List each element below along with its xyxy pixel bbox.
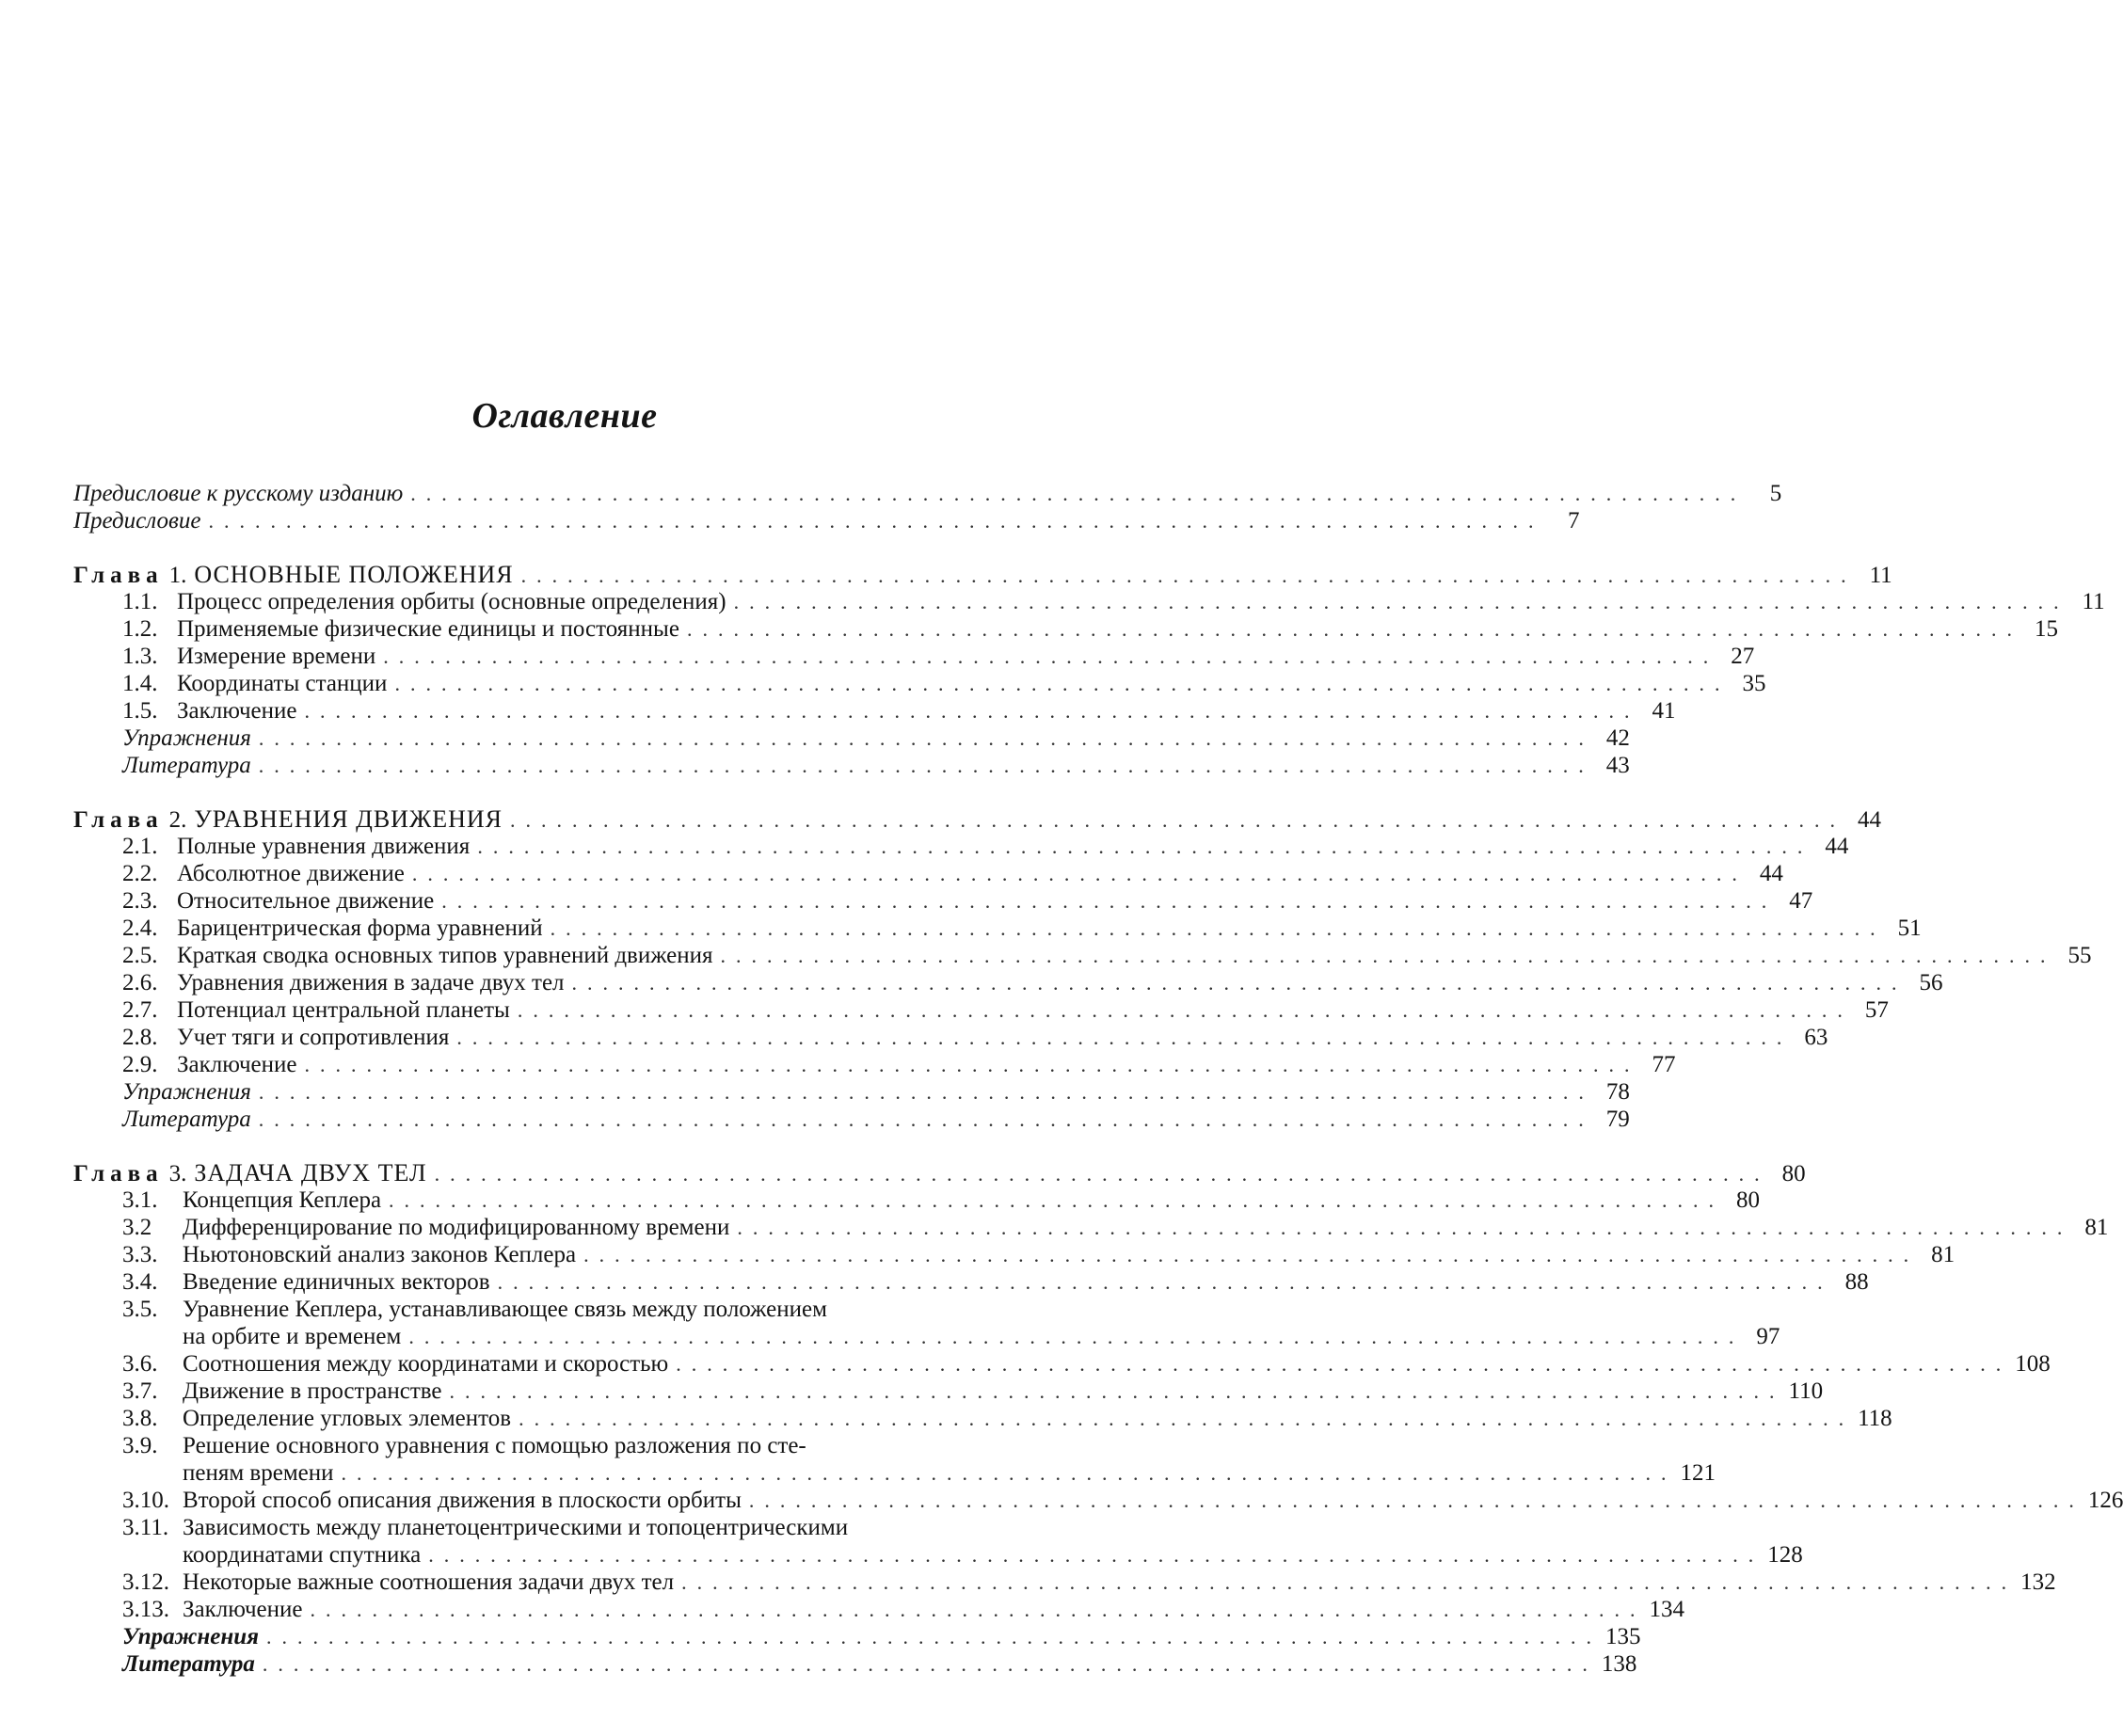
- dot-leader: ......................................................................................: [733, 590, 2069, 613]
- toc-section[interactable]: [73, 1241, 1955, 1268]
- section-number: 1.5.: [122, 698, 158, 724]
- toc-page-number: 78: [1605, 1079, 1630, 1105]
- toc-page-number: 56: [1919, 970, 1943, 995]
- section-label: Определение угловых элементов: [183, 1406, 512, 1431]
- chapter-number: 3.: [168, 1161, 187, 1187]
- section-label: Барицентрическая форма уравнений: [177, 916, 543, 941]
- toc-page-number: 108: [2015, 1351, 2051, 1377]
- toc-section[interactable]: [73, 833, 1849, 860]
- dot-leader: ......................................................................................: [720, 944, 2056, 967]
- section-number: 2.7.: [122, 997, 158, 1023]
- dot-leader: ......................................................................................: [520, 564, 1857, 587]
- dot-leader: ......................................................................................: [310, 1598, 1646, 1621]
- dot-leader: ......................................................................................: [583, 1243, 1920, 1266]
- dot-leader: ......................................................................................: [304, 1053, 1640, 1076]
- chapter-title: ЗАДАЧА ДВУХ ТЕЛ: [194, 1159, 427, 1187]
- toc-entry-preface-russian[interactable]: [73, 480, 1782, 507]
- section-label: Абсолютное движение: [177, 861, 405, 886]
- dot-leader: ......................................................................................: [428, 1543, 1764, 1567]
- literature-label: Литература: [122, 1651, 255, 1677]
- chapter-number: 1.: [168, 563, 187, 588]
- dot-leader: ......................................................................................: [550, 916, 1886, 940]
- dot-leader: ......................................................................................: [410, 482, 1747, 505]
- toc-section[interactable]: [73, 670, 1766, 697]
- toc-page-number: 43: [1605, 753, 1630, 778]
- toc-section[interactable]: [73, 887, 1813, 915]
- section-number: 2.1.: [122, 834, 158, 859]
- dot-leader: ......................................................................................: [676, 1352, 2012, 1376]
- section-label: Измерение времени: [177, 644, 376, 669]
- section-label-continued: координатами спутника: [183, 1542, 422, 1568]
- toc-entry-label: Предисловие: [73, 508, 201, 534]
- section-label: Уравнения движения в задаче двух тел: [177, 970, 565, 995]
- toc-page-number: 134: [1649, 1597, 1684, 1622]
- section-label: Некоторые важные соотношения задачи двух тел: [183, 1569, 675, 1595]
- section-number: 1.2.: [122, 616, 158, 642]
- toc-page-number: 44: [1825, 834, 1849, 859]
- chapter-word: Глава: [73, 563, 164, 588]
- section-label: Ньютоновский анализ законов Кеплера: [183, 1242, 577, 1267]
- toc-exercises[interactable]: [73, 1623, 1641, 1650]
- toc-section[interactable]: [73, 1024, 1828, 1051]
- dot-leader: ......................................................................................: [441, 889, 1778, 913]
- toc-chapter-3[interactable]: [73, 1159, 1806, 1187]
- dot-leader: ......................................................................................: [408, 1325, 1745, 1348]
- section-label: Потенциал центральной планеты: [177, 997, 510, 1023]
- toc-section[interactable]: [73, 1487, 2123, 1514]
- section-label: Второй способ описания движения в плоскости орбиты: [183, 1488, 742, 1513]
- dot-leader: ......................................................................................: [394, 672, 1731, 695]
- toc-exercises[interactable]: [73, 1078, 1630, 1106]
- toc-page-number: 35: [1742, 671, 1766, 696]
- section-label: Учет тяги и сопротивления: [177, 1025, 450, 1050]
- toc-page-number: 79: [1605, 1107, 1630, 1132]
- toc-section[interactable]: [73, 1214, 2109, 1241]
- toc-page-number: 81: [1931, 1242, 1955, 1267]
- exercises-label: Упражнения: [122, 1624, 260, 1649]
- chapter-word: Глава: [73, 1161, 164, 1187]
- section-label: Заключение: [183, 1597, 303, 1622]
- toc-section[interactable]: [73, 1432, 1716, 1487]
- dot-leader: ......................................................................................: [497, 1270, 1833, 1294]
- section-number: 2.3.: [122, 888, 158, 914]
- section-label: Заключение: [177, 698, 297, 724]
- chapter-title: ОСНОВНЫЕ ПОЛОЖЕНИЯ: [194, 561, 514, 588]
- toc-section[interactable]: [73, 969, 1943, 996]
- toc-literature[interactable]: [73, 1650, 1637, 1678]
- toc-page-number: 5: [1769, 481, 1782, 506]
- dot-leader: ......................................................................................: [266, 1625, 1603, 1648]
- dot-leader: ......................................................................................: [510, 808, 1846, 832]
- toc-page-number: 57: [1864, 997, 1889, 1023]
- dot-leader: ......................................................................................: [434, 1162, 1770, 1186]
- dot-leader: ......................................................................................: [258, 726, 1594, 750]
- section-number: 2.9.: [122, 1052, 158, 1077]
- section-label: Применяемые физические единицы и постоянные: [177, 616, 679, 642]
- chapter-number: 2.: [168, 807, 187, 833]
- toc-section[interactable]: [73, 615, 2058, 643]
- dot-leader: ......................................................................................: [456, 1026, 1793, 1049]
- toc-page-number: 15: [2034, 616, 2058, 642]
- section-label: Решение основного уравнения с помощью разложения по сте-: [183, 1433, 806, 1458]
- dot-leader: ......................................................................................: [686, 617, 2022, 641]
- table-of-contents: [73, 480, 2123, 1678]
- section-number: 3.9.: [122, 1433, 158, 1458]
- toc-chapter-1[interactable]: [73, 561, 1892, 588]
- chapter-heading: [73, 805, 503, 834]
- section-number: 3.12.: [122, 1569, 169, 1595]
- toc-section[interactable]: [73, 588, 2105, 615]
- toc-section[interactable]: [73, 1378, 1824, 1405]
- toc-section[interactable]: [73, 942, 2092, 969]
- toc-section[interactable]: [73, 1569, 2056, 1596]
- section-number: 3.10.: [122, 1488, 169, 1513]
- section-label: Дифференцирование по модифицированному времени: [183, 1215, 730, 1240]
- dot-leader: ......................................................................................: [519, 1407, 1855, 1430]
- section-number: 3.8.: [122, 1406, 158, 1431]
- toc-entry-preface[interactable]: [73, 507, 1580, 534]
- section-number: 3.4.: [122, 1269, 158, 1295]
- toc-page-number: 80: [1736, 1187, 1761, 1213]
- dot-leader: ......................................................................................: [517, 998, 1853, 1022]
- section-number: 1.3.: [122, 644, 158, 669]
- toc-page-number: 80: [1781, 1161, 1806, 1187]
- chapter-word: Глава: [73, 807, 164, 833]
- section-number: 2.5.: [122, 943, 158, 968]
- toc-page-number: 110: [1788, 1378, 1824, 1404]
- section-number: 3.3.: [122, 1242, 158, 1267]
- toc-section[interactable]: [73, 697, 1676, 725]
- dot-leader: ......................................................................................: [258, 754, 1594, 777]
- toc-section[interactable]: [73, 1405, 1892, 1432]
- toc-page-number: 44: [1759, 861, 1783, 886]
- section-label: Полные уравнения движения: [177, 834, 471, 859]
- section-number: 2.8.: [122, 1025, 158, 1050]
- toc-page-number: 7: [1567, 508, 1580, 534]
- toc-section[interactable]: [73, 915, 1922, 942]
- toc-page-number: 135: [1605, 1624, 1641, 1649]
- dot-leader: ......................................................................................: [681, 1570, 2018, 1594]
- toc-chapter-2[interactable]: [73, 805, 1882, 833]
- dot-leader: ......................................................................................: [571, 971, 1908, 995]
- section-number: 3.5.: [122, 1297, 158, 1322]
- literature-label: Литература: [122, 753, 251, 778]
- toc-section[interactable]: [73, 643, 1755, 670]
- toc-section[interactable]: [73, 1514, 1803, 1569]
- section-number: 2.4.: [122, 916, 158, 941]
- dot-leader: ......................................................................................: [304, 699, 1640, 723]
- dot-leader: ......................................................................................: [477, 835, 1813, 858]
- toc-page-number: 51: [1897, 916, 1922, 941]
- chapter-heading: [73, 561, 514, 589]
- toc-section[interactable]: [73, 1268, 1869, 1296]
- chapter-title: УРАВНЕНИЯ ДВИЖЕНИЯ: [194, 805, 503, 833]
- section-label: Соотношения между координатами и скоростью: [183, 1351, 669, 1377]
- dot-leader: ......................................................................................: [341, 1461, 1677, 1485]
- toc-page-number: 81: [2084, 1215, 2109, 1240]
- toc-page-number: 132: [2020, 1569, 2056, 1595]
- toc-page-number: 47: [1789, 888, 1813, 914]
- toc-literature[interactable]: [73, 1106, 1630, 1133]
- toc-section[interactable]: [73, 1596, 1684, 1623]
- section-label: Относительное движение: [177, 888, 435, 914]
- section-label: Координаты станции: [177, 671, 388, 696]
- toc-page-number: 11: [1869, 563, 1892, 588]
- section-number: 3.2: [122, 1215, 152, 1240]
- section-number: 3.1.: [122, 1187, 158, 1213]
- section-label: Введение единичных векторов: [183, 1269, 490, 1295]
- section-label: Концепция Кеплера: [183, 1187, 382, 1213]
- section-label: Зависимость между планетоцентрическими и топоцентрическими: [183, 1515, 849, 1540]
- toc-page-number: 42: [1605, 725, 1630, 751]
- dot-leader: ......................................................................................: [389, 1188, 1725, 1212]
- section-number: 3.7.: [122, 1378, 158, 1404]
- toc-entry-label: Предисловие к русскому изданию: [73, 481, 404, 506]
- dot-leader: ......................................................................................: [449, 1379, 1785, 1403]
- toc-page-number: 126: [2087, 1488, 2123, 1513]
- dot-leader: ......................................................................................: [208, 509, 1544, 533]
- dot-leader: ......................................................................................: [258, 1080, 1594, 1104]
- toc-page-number: 27: [1731, 644, 1755, 669]
- toc-page-number: 63: [1804, 1025, 1828, 1050]
- dot-leader: ......................................................................................: [258, 1107, 1594, 1131]
- page-title: Оглавление: [471, 396, 658, 436]
- toc-page-number: 128: [1767, 1542, 1803, 1568]
- toc-section[interactable]: [73, 1350, 2051, 1378]
- dot-leader: ......................................................................................: [411, 862, 1748, 885]
- literature-label: Литература: [122, 1107, 251, 1132]
- toc-section[interactable]: [73, 996, 1889, 1024]
- dot-leader: ......................................................................................: [748, 1489, 2084, 1512]
- section-label: Движение в пространстве: [183, 1378, 442, 1404]
- section-number: 2.6.: [122, 970, 158, 995]
- section-number: 1.1.: [122, 589, 158, 614]
- section-label-continued: на орбите и временем: [183, 1324, 402, 1349]
- section-label-continued: пеням времени: [183, 1460, 334, 1486]
- toc-section[interactable]: [73, 1296, 1780, 1350]
- section-number: 1.4.: [122, 671, 158, 696]
- exercises-label: Упражнения: [122, 1079, 251, 1105]
- toc-page-number: 44: [1858, 807, 1882, 833]
- toc-page-number: 11: [2082, 589, 2105, 614]
- toc-page-number: 118: [1858, 1406, 1892, 1431]
- toc-exercises[interactable]: [73, 725, 1630, 752]
- chapter-heading: [73, 1159, 427, 1187]
- toc-section[interactable]: [73, 860, 1783, 887]
- toc-page-number: 77: [1652, 1052, 1676, 1077]
- dot-leader: ......................................................................................: [262, 1652, 1598, 1676]
- toc-page-number: 121: [1680, 1460, 1716, 1486]
- dot-leader: ......................................................................................: [737, 1216, 2073, 1239]
- section-number: 3.11.: [122, 1515, 169, 1540]
- toc-page-number: 97: [1756, 1324, 1780, 1349]
- section-number: 3.13.: [122, 1597, 169, 1622]
- toc-page-number: 138: [1601, 1651, 1637, 1677]
- toc-literature[interactable]: [73, 752, 1630, 779]
- exercises-label: Упражнения: [122, 725, 251, 751]
- section-number: 3.6.: [122, 1351, 158, 1377]
- toc-page-number: 88: [1844, 1269, 1869, 1295]
- toc-page-number: 55: [2067, 943, 2092, 968]
- section-label: Заключение: [177, 1052, 297, 1077]
- section-label: Уравнение Кеплера, устанавливающее связь между положением: [183, 1297, 827, 1322]
- section-label: Процесс определения орбиты (основные определения): [177, 589, 726, 614]
- dot-leader: ......................................................................................: [383, 645, 1719, 668]
- toc-section[interactable]: [73, 1187, 1761, 1214]
- toc-section[interactable]: [73, 1051, 1676, 1078]
- section-number: 2.2.: [122, 861, 158, 886]
- toc-page-number: 41: [1652, 698, 1676, 724]
- section-label: Краткая сводка основных типов уравнений движения: [177, 943, 713, 968]
